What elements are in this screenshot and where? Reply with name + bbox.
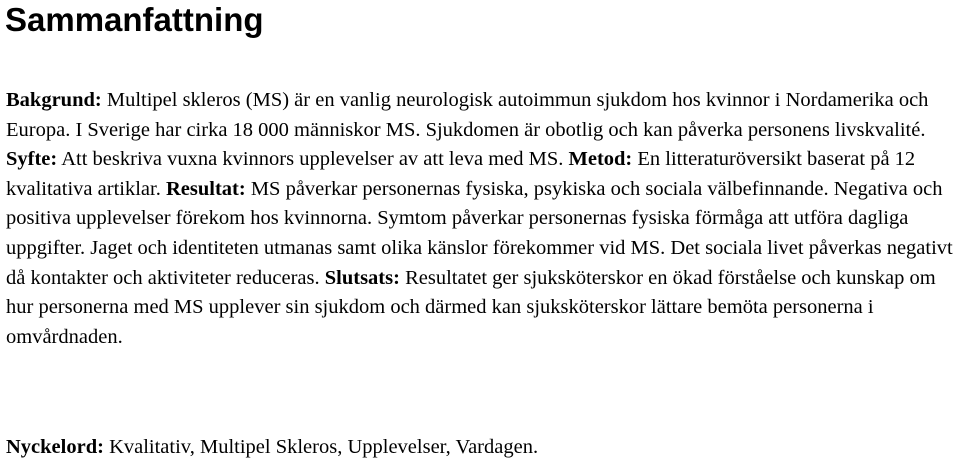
keywords-line	[6, 432, 538, 462]
conclusion-text: Resultatet ger sjuksköterskor en ökad förståelse och kunskap om hur personerna med MS upplever sin sjukdom och därmed kan sjuksköterskor lättare bemöta personerna i omvårdnaden.	[6, 266, 936, 348]
abstract-paragraph	[6, 86, 957, 352]
aim-text: Att beskriva vuxna kvinnors upplevelser av att leva med MS.	[57, 148, 569, 171]
method-label: Metod:	[568, 148, 633, 171]
conclusion-label: Slutsats:	[324, 266, 400, 289]
result-label: Resultat:	[165, 177, 246, 200]
result-text: MS påverkar personernas fysiska, psykiska och sociala välbefinnande. Negativa och positiva upplevelser förekom hos kvinnorna. Symtom påverkar personernas fysiska förmåga att utföra dagliga uppgifter. Jaget och identiteten utmanas samt olika känslor förekommer vid MS. Det sociala livet påverkas negativt då kontakter och aktiviteter reduceras.	[6, 177, 953, 289]
keywords-text: Kvalitativ, Multipel Skleros, Upplevelser, Vardagen.	[103, 436, 539, 458]
aim-label: Syfte:	[6, 148, 58, 171]
page-title: Sammanfattning	[5, 1, 264, 38]
background-label: Bakgrund:	[6, 89, 102, 111]
method-text: En litteraturöversikt baserat på 12 kvalitativa artiklar.	[6, 148, 916, 200]
background-text: Multipel skleros (MS) är en vanlig neurologisk autoimmun sjukdom hos kvinnor i Nordamerika och Europa. I Sverige har cirka 18 000 människor MS. Sjukdomen är obotlig och kan påverka personens livskvalité.	[6, 89, 929, 141]
keywords-label: Nyckelord:	[6, 436, 104, 458]
